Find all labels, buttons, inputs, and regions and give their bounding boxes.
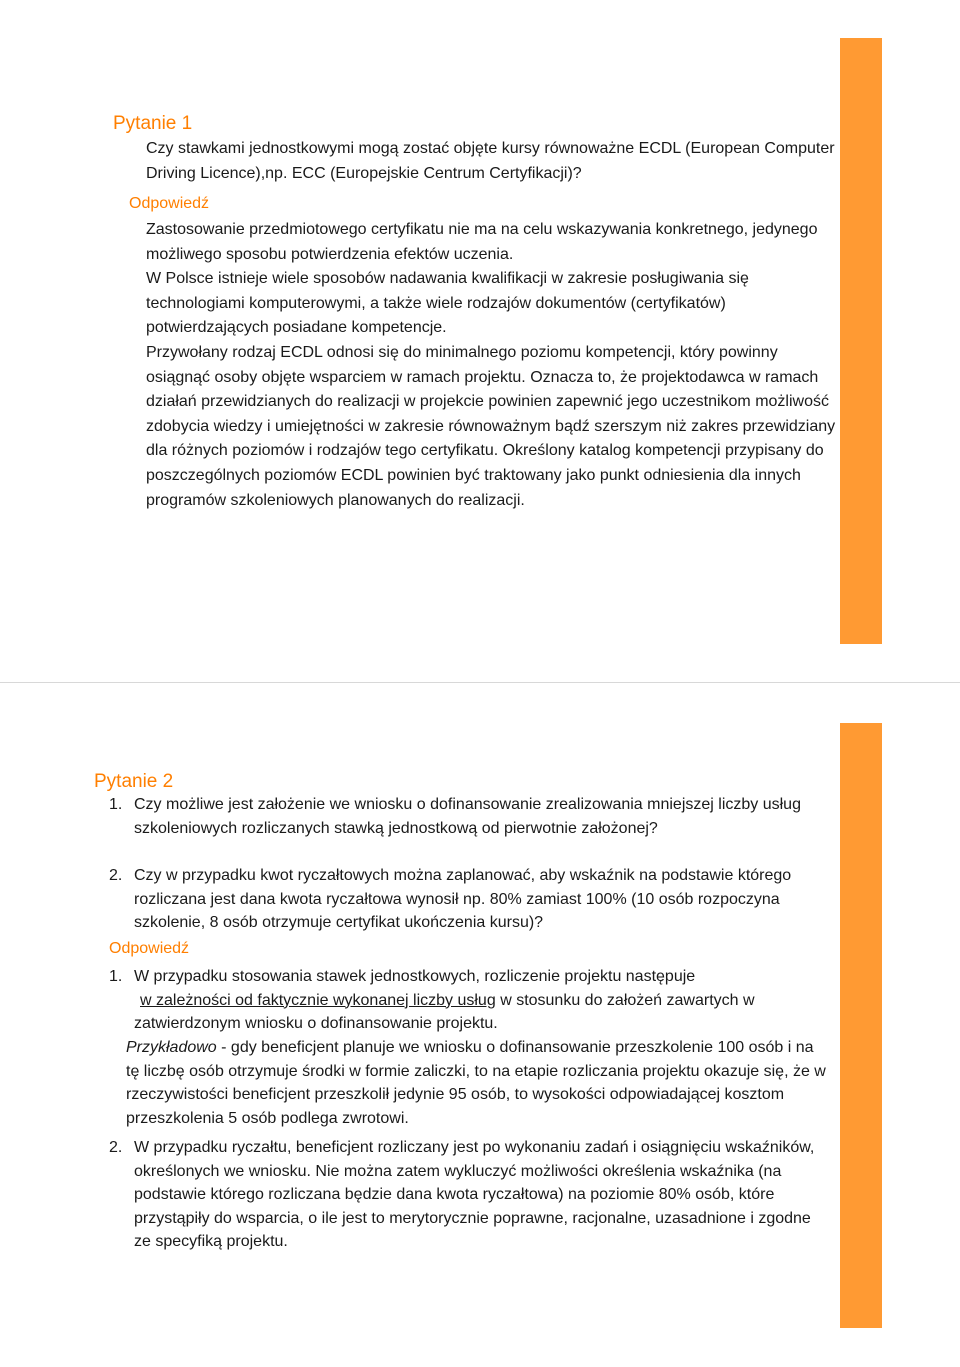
- answer-1-paragraph: Zastosowanie przedmiotowego certyfikatu nie ma na celu wskazywania konkretnego, jedynego możliwego sposobu potwierdzenia efektów uczenia.: [146, 221, 818, 263]
- example-label: Przykładowo: [126, 1039, 217, 1056]
- answer-1-body: [146, 218, 836, 513]
- answer-2-item: [109, 1136, 824, 1254]
- slide-2: [0, 683, 960, 1367]
- example-text: - gdy beneficjent planuje we wniosku o dofinansowanie przeszkolenie 100 osób i na tę liczbę osób otrzymuje środki w formie zaliczki, to na etapie rozliczania projektu okazuje się, że w rzeczywistości beneficjent przeszkolił jedynie 95 osób, to wysokości odpowiadającej kosztom przeszkolenia 5 osób podlega zwrotowi.: [126, 1039, 826, 1127]
- question-2-item: [109, 793, 824, 840]
- answer-text-before: W przypadku stosowania stawek jednostkowych, rozliczenie projektu następuje: [134, 968, 696, 985]
- answer-2-item: [109, 965, 824, 1036]
- answer-1-paragraph: Przywołany rodzaj ECDL odnosi się do minimalnego poziomu kompetencji, który powinny osiągnąć osoby objęte wsparciem w ramach projektu. Oznacza to, że projektodawca w ramach działań przewidzianych do realizacji w projekcie powinien zapewnić jego uczestnikom możliwość zdobycia wiedzy i umiejętności w zakresie równoważnym bądź szerszym niż zakres przewidziany dla różnych poziomów i rodzajów tego certyfikatu. Określony katalog kompetencji przypisany do poszczególnych poziomów ECDL powinien być traktowany jako punkt odniesienia dla innych programów szkoleniowych planowanych do realizacji.: [146, 343, 836, 509]
- question-1-text: Czy stawkami jednostkowymi mogą zostać objęte kursy równoważne ECDL (European Computer Driving Licence),np. ECC (Europejskie Centrum Certyfikacji)?: [146, 140, 835, 182]
- answer-text-after: w stosunku do założeń zawartych w zatwierdzonym wniosku o dofinansowanie projektu.: [134, 991, 755, 1032]
- item-number: 1.: [109, 968, 123, 985]
- example-paragraph: [126, 1036, 826, 1130]
- underlined-phrase: w zależności od faktycznie wykonanej liczby usług: [140, 991, 496, 1009]
- item-text: Czy możliwe jest założenie we wniosku o dofinansowanie zrealizowania mniejszej liczby usług szkoleniowych rozliczanych stawką jednostkową od pierwotnie założonej?: [134, 796, 801, 837]
- item-text: W przypadku ryczałtu, beneficjent rozliczany jest po wykonaniu zadań i osiągnięciu wskaźników, określonych we wniosku. Nie można zatem wykluczyć możliwości określenia wskaźnika (na podstawie którego rozliczana będzie dana kwota ryczałtowa) na poziomie 80% osób, które przystąpiły do wsparcia, o ile jest to merytorycznie poprawne, racjonalne, uzasadnione i zgodne ze specyfiką projektu.: [134, 1139, 815, 1250]
- question-1-heading: Pytanie 1: [113, 113, 193, 134]
- answer-2-heading: Odpowiedź: [109, 940, 190, 957]
- item-number: 1.: [109, 796, 123, 813]
- slide-1: [0, 0, 960, 683]
- item-number: 2.: [109, 1139, 123, 1156]
- accent-bar: [840, 38, 882, 644]
- accent-bar: [840, 723, 882, 1328]
- item-text: Czy w przypadku kwot ryczałtowych można zaplanować, aby wskaźnik na podstawie którego rozliczana jest dana kwota ryczałtowa wynosił np. 80% zamiast 100% (10 osób rozpoczyna szkolenie, 8 osób otrzymuje certyfikat ukończenia kursu)?: [134, 867, 792, 931]
- question-2-item: [109, 864, 824, 935]
- answer-1-heading: Odpowiedź: [129, 195, 210, 212]
- question-2-heading: Pytanie 2: [94, 771, 174, 792]
- answer-1-paragraph: W Polsce istnieje wiele sposobów nadawania kwalifikacji w zakresie posługiwania się technologiami komputerowymi, a także wiele rodzajów dokumentów (certyfikatów) potwierdzających posiadane kompetencje.: [146, 270, 749, 337]
- item-text: [134, 965, 824, 1036]
- item-number: 2.: [109, 867, 123, 884]
